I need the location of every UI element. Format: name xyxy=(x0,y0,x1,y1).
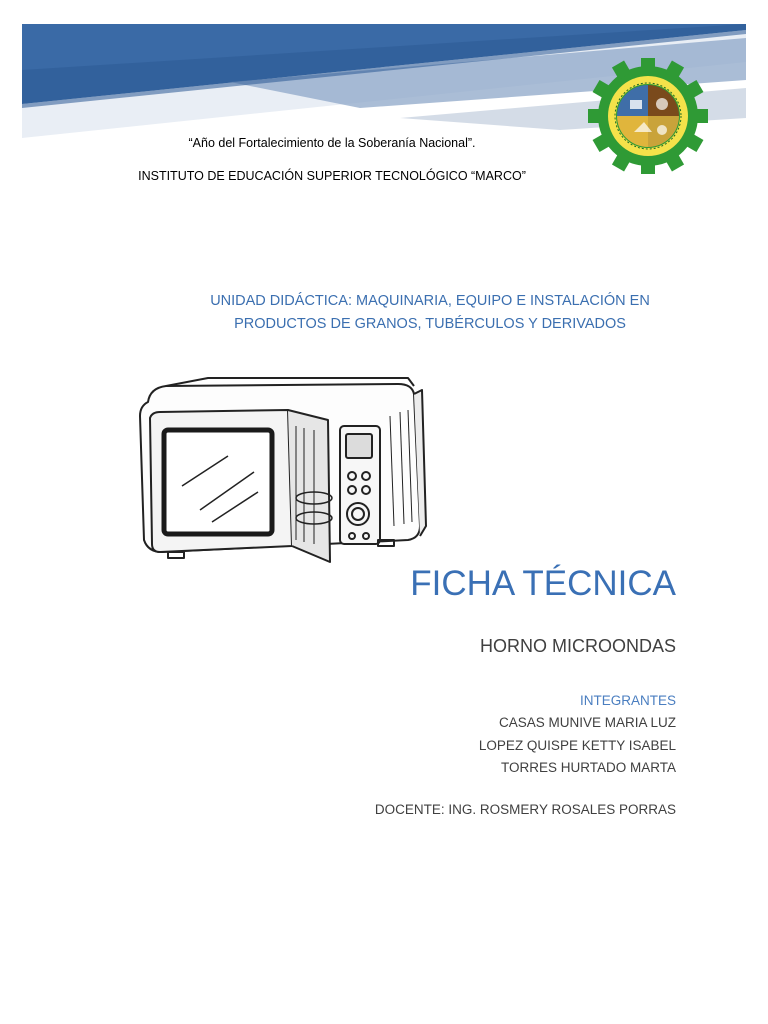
unidad-line-2: PRODUCTOS DE GRANOS, TUBÉRCULOS Y DERIVADOS xyxy=(234,316,626,332)
docente-line: DOCENTE: ING. ROSMERY ROSALES PORRAS xyxy=(374,802,676,817)
document-subtitle: HORNO MICROONDAS xyxy=(479,636,676,656)
microwave-oven-illustration xyxy=(108,376,448,586)
member-name: CASAS MUNIVE MARIA LUZ xyxy=(498,715,676,730)
document-title: FICHA TÉCNICA xyxy=(410,564,676,603)
unidad-didactica xyxy=(160,290,700,336)
integrantes-heading: INTEGRANTES xyxy=(579,693,676,708)
institute-logo xyxy=(584,58,712,174)
year-motto: “Año del Fortalecimiento de la Soberanía Nacional”. xyxy=(188,136,476,150)
institute-name: INSTITUTO DE EDUCACIÓN SUPERIOR TECNOLÓGICO “MARCO” xyxy=(138,169,526,183)
member-name: TORRES HURTADO MARTA xyxy=(500,760,676,775)
unidad-line-1: UNIDAD DIDÁCTICA: MAQUINARIA, EQUIPO E INSTALACIÓN EN xyxy=(210,293,650,309)
member-name: LOPEZ QUISPE KETTY ISABEL xyxy=(478,738,676,753)
